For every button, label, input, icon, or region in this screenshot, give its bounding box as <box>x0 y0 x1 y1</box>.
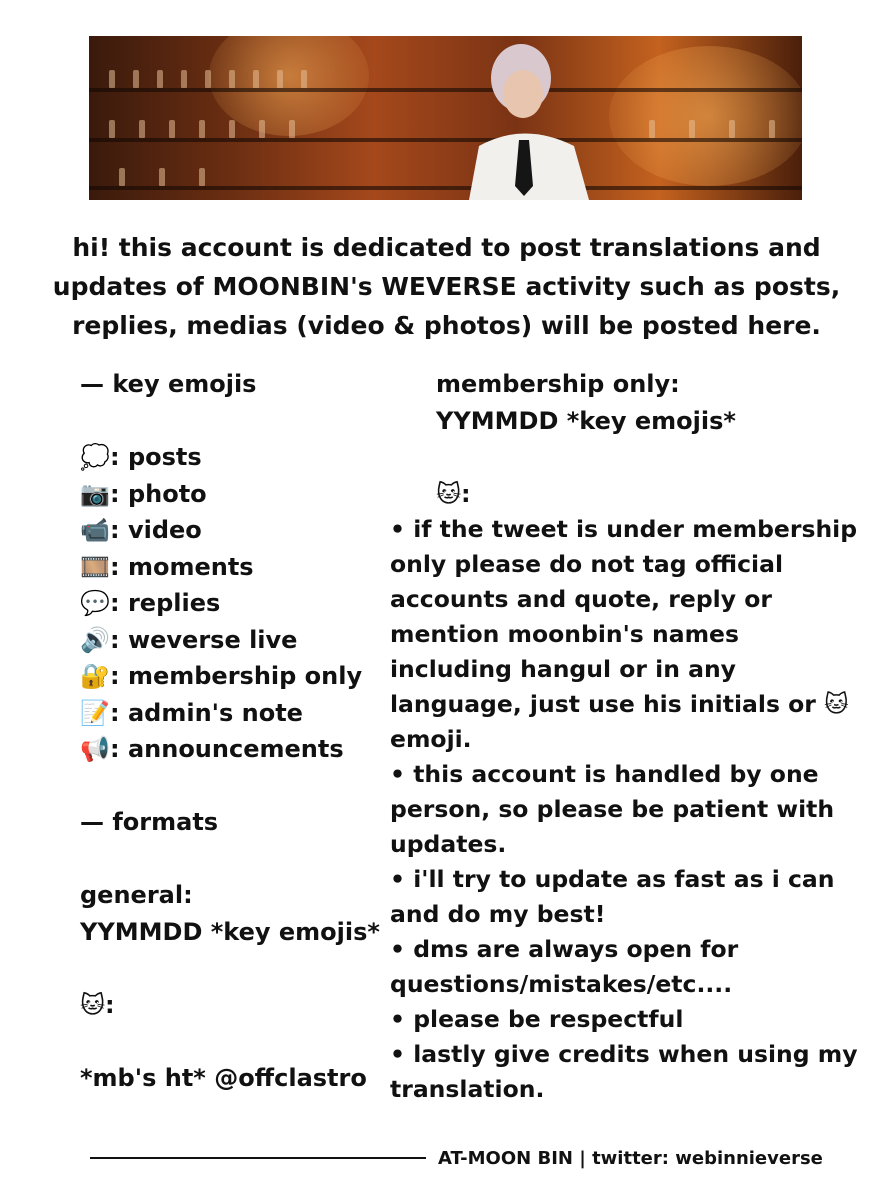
cat-icon: 🐱 <box>80 990 106 1019</box>
megaphone-icon: 📢 <box>80 735 110 763</box>
legend-label: : weverse live <box>110 625 298 654</box>
legend-item-admins-note <box>80 695 400 732</box>
rule-line: • i'll try to update as fast as i can <box>390 865 835 893</box>
legend-label: : membership only <box>110 662 363 690</box>
legend-item-weverse-live <box>80 622 400 659</box>
formats-heading: — formats <box>80 808 219 836</box>
rule-line: and do my best! <box>390 900 606 928</box>
rule-line: • dms are always open for <box>390 935 739 963</box>
lock-with-key-icon: 🔐 <box>80 662 110 690</box>
legend-label: : photo <box>110 479 207 508</box>
intro-paragraph <box>40 228 853 345</box>
cat-caption-line <box>80 987 400 1024</box>
membership-format-template: YYMMDD *key emojis* <box>436 406 736 435</box>
speaker-icon: 🔊 <box>80 625 110 654</box>
colon: : <box>461 479 471 508</box>
right-column <box>390 366 858 1107</box>
rule-line: accounts and quote, reply or <box>390 585 772 613</box>
video-camera-icon: 📹 <box>80 516 110 544</box>
legend-item-membership-only <box>80 658 400 695</box>
rule-line: including hangul or in any <box>390 655 737 683</box>
rule-line: only please do not tag official <box>390 550 783 578</box>
legend-label: : video <box>110 516 202 544</box>
general-format-template: YYMMDD *key emojis* <box>80 917 380 946</box>
rule-line: • if the tweet is under membership <box>390 515 858 543</box>
legend-label: : announcements <box>110 735 344 763</box>
rule-line: updates. <box>390 830 507 858</box>
rule-line: • please be respectful <box>390 1005 684 1033</box>
left-column <box>80 366 400 1096</box>
rule-line: translation. <box>390 1075 545 1103</box>
footer-credit: AT-MOON BIN | twitter: webinnieverse <box>438 1148 823 1169</box>
colon: : <box>105 990 115 1019</box>
rules-list <box>390 512 858 1107</box>
rule-line: person, so please be patient with <box>390 795 835 823</box>
legend-item-posts <box>80 439 400 476</box>
membership-format-label: membership only: <box>436 370 680 398</box>
legend-item-photo <box>80 476 400 513</box>
legend-item-replies <box>80 585 400 622</box>
legend-item-moments <box>80 549 400 586</box>
rule-line: questions/mistakes/etc.... <box>390 970 733 998</box>
legend-label: : admin's note <box>110 698 303 727</box>
rule-line: • lastly give credits when using my <box>390 1040 858 1068</box>
legend-label: : moments <box>110 552 254 581</box>
rule-line: mention moonbin's names <box>390 620 739 648</box>
cat-icon: 🐱 <box>436 479 462 508</box>
general-format-label: general: <box>80 881 193 909</box>
footer-divider <box>90 1157 426 1159</box>
memo-icon: 📝 <box>80 698 110 727</box>
intro-line: hi! this account is dedicated to post translations and <box>72 233 821 262</box>
rule-line: • this account is handled by one <box>390 760 819 788</box>
legend-label: : replies <box>110 589 221 617</box>
legend-item-announcements <box>80 731 400 768</box>
person-silhouette <box>449 36 599 200</box>
key-emojis-heading: — key emojis <box>80 370 257 398</box>
hashtag-line: *mb's ht* @offclastro <box>80 1063 367 1092</box>
camera-icon: 📷 <box>80 479 110 508</box>
film-frames-icon: 🎞️ <box>80 552 110 581</box>
rule-line: language, just use his initials or 🐱 <box>390 690 849 718</box>
legend-label: : posts <box>110 443 202 471</box>
speech-bubble-icon: 💬 <box>80 589 110 617</box>
cat-caption-line <box>390 476 840 513</box>
legend-item-video <box>80 512 400 549</box>
thought-bubble-icon: 💭 <box>80 443 110 471</box>
header-banner-image <box>89 36 802 200</box>
rule-line: emoji. <box>390 725 472 753</box>
intro-line: replies, medias (video & photos) will be posted here. <box>72 311 821 340</box>
intro-line: updates of MOONBIN's WEVERSE activity such as posts, <box>52 272 841 301</box>
